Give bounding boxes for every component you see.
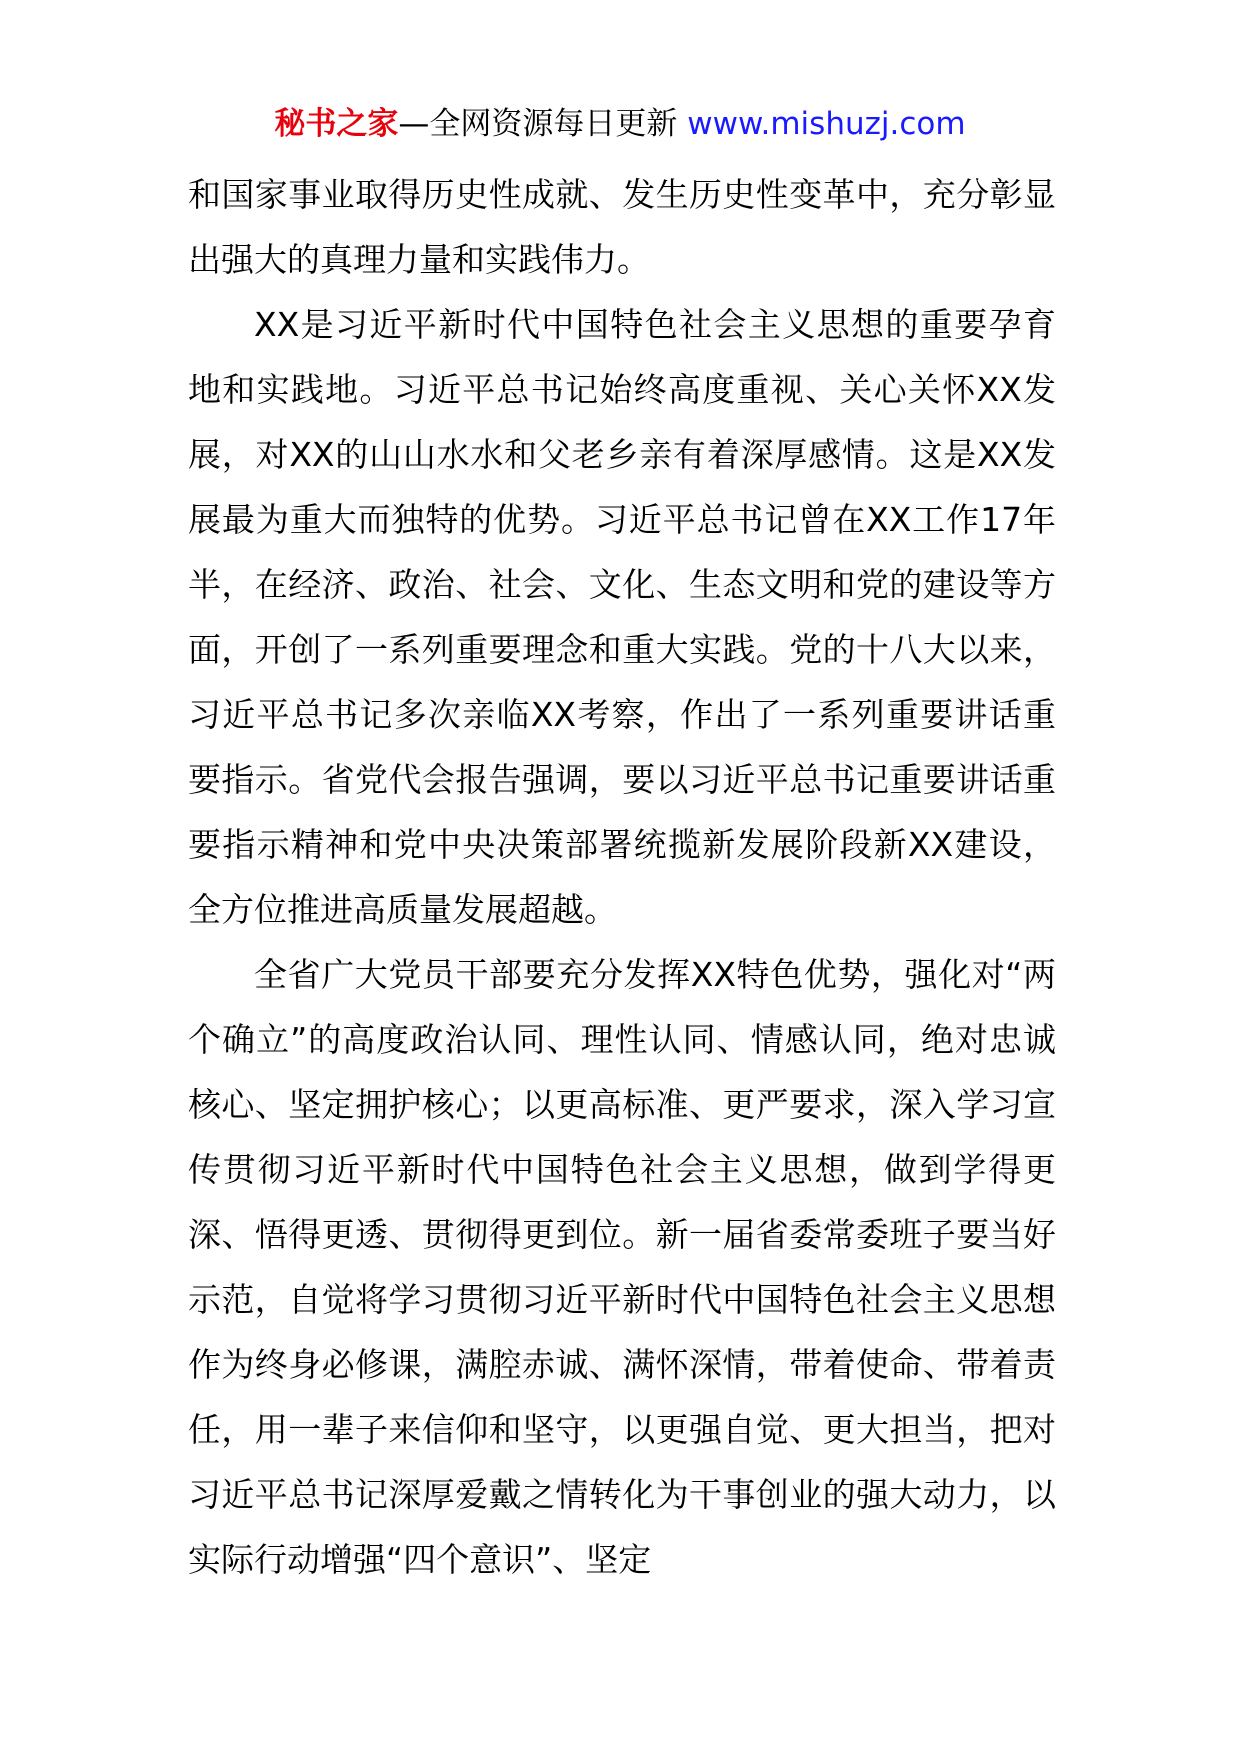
paragraph: XX是习近平新时代中国特色社会主义思想的重要孕育地和实践地。习近平总书记始终高度重视、关心关怀XX发展，对XX的山山水水和父老乡亲有着深厚感情。这是XX发展最为重大而独特的优势。习近平总书记曾在XX工作17年半，在经济、政治、社会、文化、生态文明和党的建设等方面，开创了一系列重要理念和重大实践。党的十八大以来，习近平总书记多次亲临XX考察，作出了一系列重要讲话重要指示。省党代会报告强调，要以习近平总书记重要讲话重要指示精神和党中央决策部署统揽新发展阶段新XX建设，全方位推进高质量发展超越。 — [188, 305, 1056, 929]
page-header — [0, 104, 1240, 144]
header-tagline: —全网资源每日更新 — [398, 106, 688, 142]
brand-name: 秘书之家 — [274, 106, 399, 142]
paragraph-continued: 和国家事业取得历史性成就、发生历史性变革中，充分彰显出强大的真理力量和实践伟力。 — [188, 175, 1056, 279]
document-body — [188, 162, 1056, 1592]
site-url-link[interactable]: www.mishuzj.com — [687, 106, 966, 142]
paragraph: 全省广大党员干部要充分发挥XX特色优势，强化对“两个确立”的高度政治认同、理性认同、情感认同，绝对忠诚核心、坚定拥护核心；以更高标准、更严要求，深入学习宣传贯彻习近平新时代中国特色社会主义思想，做到学得更深、悟得更透、贯彻得更到位。新一届省委常委班子要当好示范，自觉将学习贯彻习近平新时代中国特色社会主义思想作为终身必修课，满腔赤诚、满怀深情，带着使命、带着责任，用一辈子来信仰和坚守，以更强自觉、更大担当，把对习近平总书记深厚爱戴之情转化为干事创业的强大动力，以实际行动增强“四个意识”、坚定 — [188, 955, 1056, 1579]
